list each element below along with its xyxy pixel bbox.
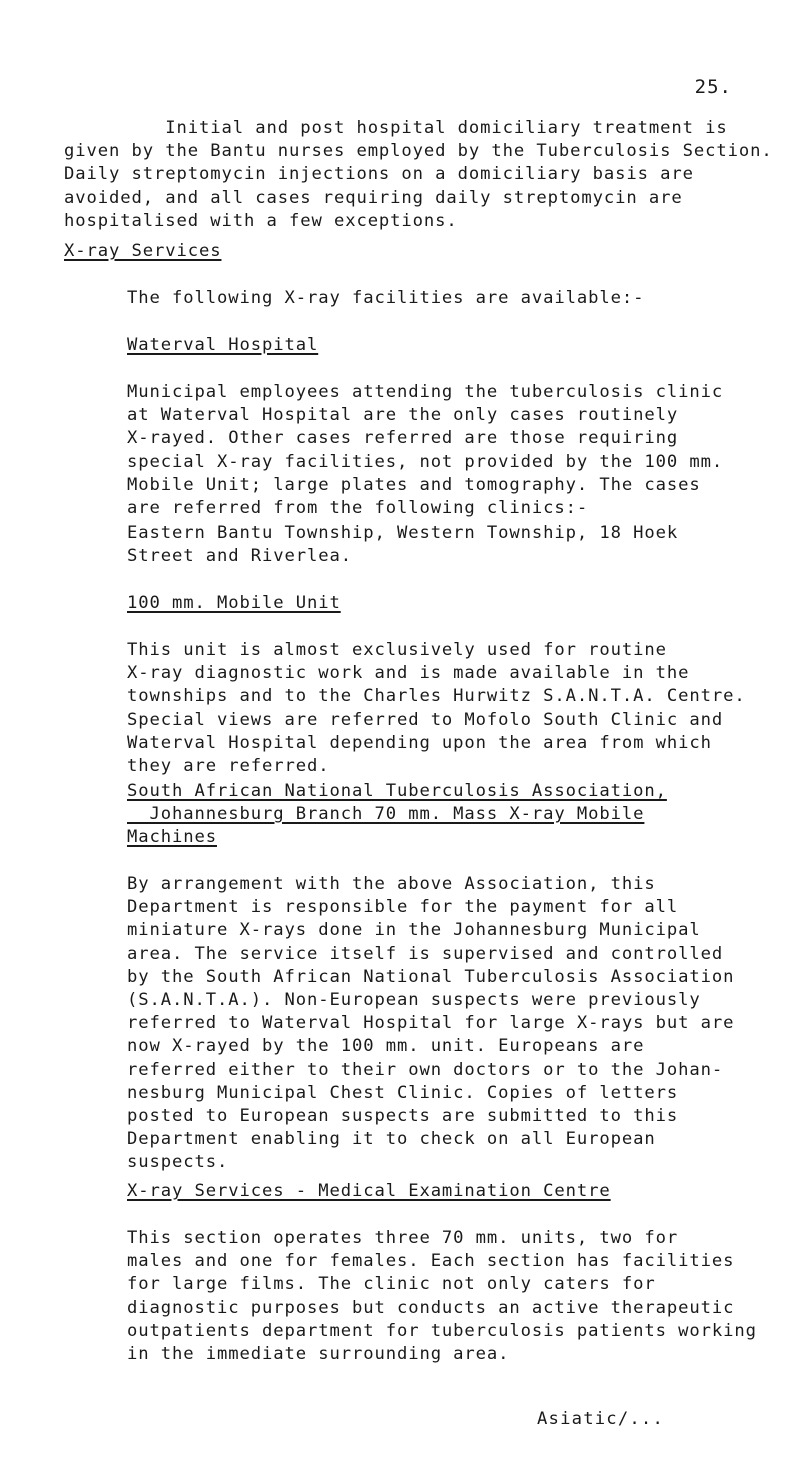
paragraph-clinic-list: Eastern Bantu Township, Western Township, 18 Hoek Street and Riverlea. [127,523,679,567]
paragraph-santa: By arrangement with the above Association, this Department is responsible for the payment for all miniature X-rays done in the Johannesburg Municipal area. The service itself is supervised and controlled by the South African National Tuberculosis Association (S.A.N.T.A.). Non-European suspects were previously referred to Waterval Hospital for large X-rays but are now X-rayed by the 100 mm. unit. Europeans are referred either to their own doctors or to the Johan- nesburg Municipal Chest Clinic. Copies of letters posted to European suspects are submitted to this Department enabling it to check on all European suspects. [127,874,735,1173]
heading-santa-line2: Johannesburg Branch 70 mm. Mass X-ray Mobile [127,804,645,824]
heading-medical-examination-centre: X-ray Services - Medical Examination Centre [127,1181,611,1201]
paragraph-domiciliary-treatment: Initial and post hospital domiciliary treatment is given by the Bantu nurses employed by the Tuberculosis Section. Daily streptomycin injections on a domiciliary basis are avoided, and all cases requiring daily streptomycin are hospitalised with a few exceptions. [64,118,773,231]
continuation-catchword: Asiatic/... [537,1409,665,1429]
heading-santa-line1: South African National Tuberculosis Association, [127,781,667,801]
heading-mobile-unit: 100 mm. Mobile Unit [127,593,341,613]
paragraph-xray-intro: The following X-ray facilities are available:- [127,288,645,308]
heading-xray-services: X-ray Services [64,241,222,261]
paragraph-mobile-unit: This unit is almost exclusively used for routine X-ray diagnostic work and is made available in the townships and to the Charles Hurwitz S.A.N.T.A. Centre. Special views are referred to Mofolo South Clinic and Waterval Hospital depending upon the area from which they are referred. [127,640,746,777]
page-number: 25. [694,76,732,98]
heading-waterval-hospital: Waterval Hospital [127,335,319,355]
paragraph-medical-examination-centre: This section operates three 70 mm. units, two for males and one for females. Each section has facilities for large films. The clinic not only caters for diagnostic purposes but conducts an active therapeutic outpatients department for tuberculosis patients working in the immediate surrounding area. [127,1228,757,1365]
heading-santa-line3: Machines [127,827,217,847]
paragraph-waterval-hospital: Municipal employees attending the tuberculosis clinic at Waterval Hospital are the only cases routinely X-rayed. Other cases referred are those requiring special X-ray facilities, not provided by the 100 mm. Mobile Unit; large plates and tomography. The cases are referred from the following clinics:- [127,382,724,519]
